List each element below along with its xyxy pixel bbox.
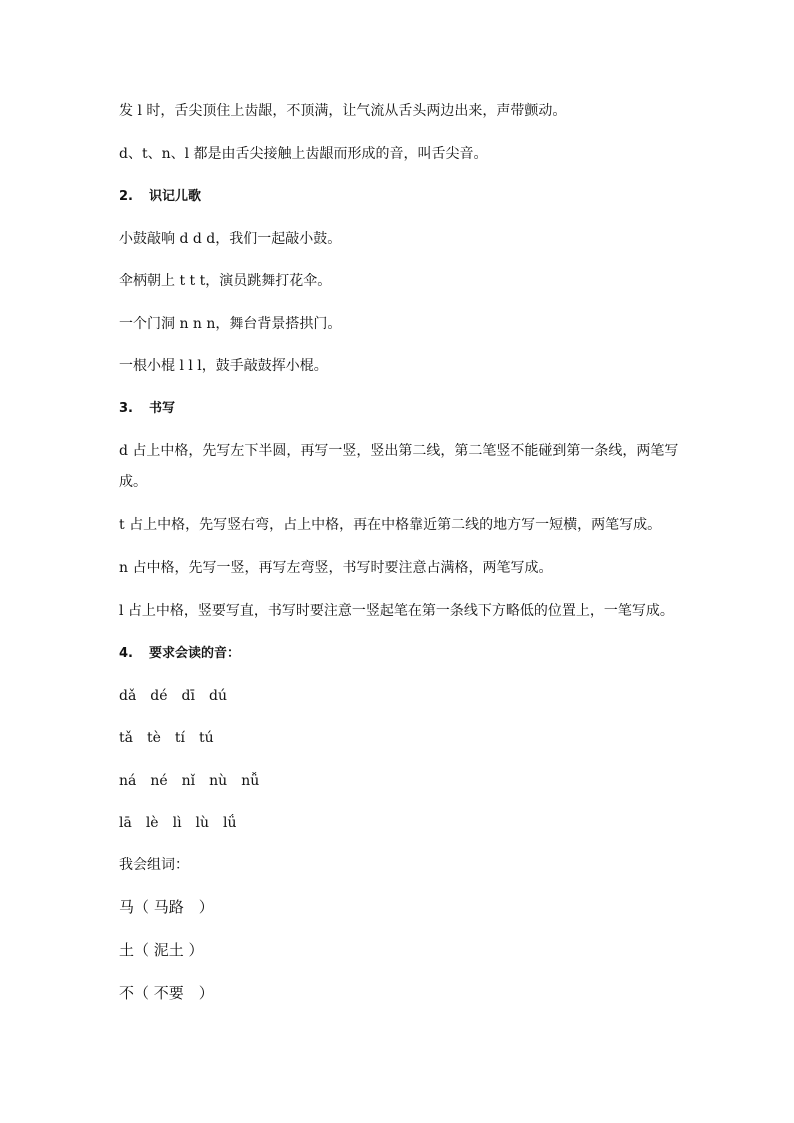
writing-instruction-d-cont: 成。 [119,474,147,490]
writing-instruction-n: n 占中格，先写一竖，再写左弯竖，书写时要注意占满格，两笔写成。 [119,560,553,576]
rhyme-line: 一个门洞 n n n，舞台背景搭拱门。 [119,316,342,332]
section-heading-pronunciation [119,644,240,664]
compose-item: 不（ 不要 ） [119,984,214,1002]
section-title: 要求会读的音： [149,646,241,661]
rhyme-line: 伞柄朝上 t t t，演员跳舞打花伞。 [119,273,332,289]
paragraph-l-pronunciation: 发 l 时，舌尖顶住上齿龈，不顶满，让气流从舌头两边出来，声带颤动。 [119,103,567,119]
section-number: 3. [119,401,133,416]
paragraph-tip-sounds: d、t、n、l 都是由舌尖接触上齿龈而形成的音，叫舌尖音。 [119,146,488,162]
writing-instruction-t: t 占上中格，先写竖右弯，占上中格，再在中格靠近第二线的地方写一短横，两笔写成。 [119,517,662,533]
compose-title: 我会组词： [119,857,189,873]
section-heading-writing [119,399,175,419]
pinyin-row-t: tǎ tè tí tú [119,730,214,746]
section-number: 2. [119,189,133,204]
rhyme-line: 小鼓敲响 d d d，我们一起敲小鼓。 [119,231,342,247]
pinyin-row-d: dǎ dé dī dú [119,688,227,704]
pinyin-row-n: ná né nǐ nù nǚ [119,773,260,789]
section-title: 书写 [149,401,176,416]
compose-item: 马（ 马路 ） [119,898,214,916]
section-heading-rhymes [119,187,201,207]
compose-item: 土（ 泥土 ） [119,941,204,959]
writing-instruction-l: l 占上中格，竖要写直，书写时要注意一竖起笔在第一条线下方略低的位置上，一笔写成。 [119,603,674,619]
section-number: 4. [119,646,133,661]
pinyin-row-l: lā lè lì lù lǘ [119,815,237,831]
section-title: 识记儿歌 [149,189,202,204]
rhyme-line: 一根小棍 l l l，鼓手敲鼓挥小棍。 [119,358,328,374]
writing-instruction-d: d 占上中格，先写左下半圆，再写一竖，竖出第二线，第二笔竖不能碰到第一条线，两笔写 [119,443,679,459]
